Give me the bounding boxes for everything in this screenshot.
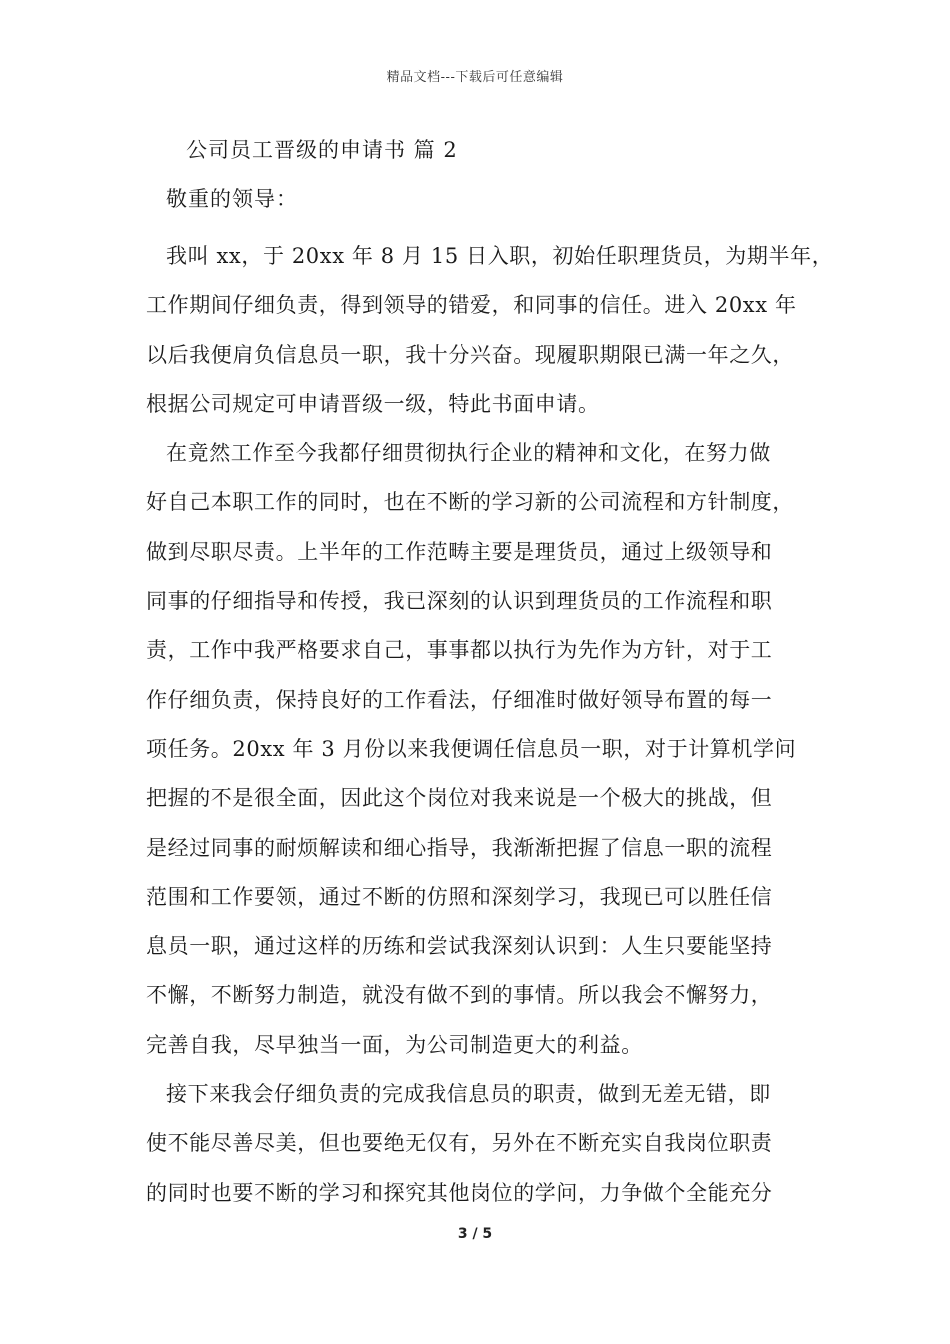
document-body [146,232,834,1218]
body-line: 息员一职，通过这样的历练和尝试我深刻认识到：人生只要能坚持 [146,934,773,959]
body-line: 的同时也要不断的学习和探究其他岗位的学问，力争做个全能充分 [146,1180,773,1205]
body-line: 完善自我，尽早独当一面，为公司制造更大的利益。 [146,1032,643,1057]
body-line: 项任务。20xx 年 3 月份以来我便调任信息员一职，对于计算机学问 [146,736,797,761]
body-line: 不懈，不断努力制造，就没有做不到的事情。所以我会不懈努力， [146,983,773,1008]
body-line: 作仔细负责，保持良好的工作看法，仔细准时做好领导布置的每一 [146,687,773,712]
body-line: 范围和工作要领，通过不断的仿照和深刻学习，我现已可以胜任信 [146,884,773,909]
body-line: 我叫 xx，于 20xx 年 8 月 15 日入职，初始任职理货员，为期半年， [166,244,834,268]
page-header: 精品文档---下载后可任意编辑 [386,70,564,85]
body-line: 接下来我会仔细负责的完成我信息员的职责，做到无差无错，即 [166,1082,771,1107]
document-title: 公司员工晋级的申请书 篇 2 [186,138,458,162]
body-line: 做到尽职尽责。上半年的工作范畴主要是理货员，通过上级领导和 [146,539,773,564]
body-line: 在竟然工作至今我都仔细贯彻执行企业的精神和文化，在努力做 [166,441,771,466]
body-line: 同事的仔细指导和传授，我已深刻的认识到理货员的工作流程和职 [146,589,773,614]
body-line: 以后我便肩负信息员一职，我十分兴奋。现履职期限已满一年之久， [146,342,794,367]
salutation: 敬重的领导： [166,187,298,211]
body-line: 是经过同事的耐烦解读和细心指导，我渐渐把握了信息一职的流程 [146,835,773,860]
body-line: 好自己本职工作的同时，也在不断的学习新的公司流程和方针制度， [146,490,794,515]
body-line: 工作期间仔细负责，得到领导的错爱，和同事的信任。进入 20xx 年 [146,293,797,318]
body-line: 根据公司规定可申请晋级一级，特此书面申请。 [146,391,600,416]
body-line: 责，工作中我严格要求自己，事事都以执行为先作为方针，对于工 [146,638,773,663]
body-line: 使不能尽善尽美，但也要绝无仅有，另外在不断充实自我岗位职责 [146,1131,773,1156]
body-line: 把握的不是很全面，因此这个岗位对我来说是一个极大的挑战，但 [146,786,773,811]
page-number: 3 / 5 [457,1226,493,1242]
